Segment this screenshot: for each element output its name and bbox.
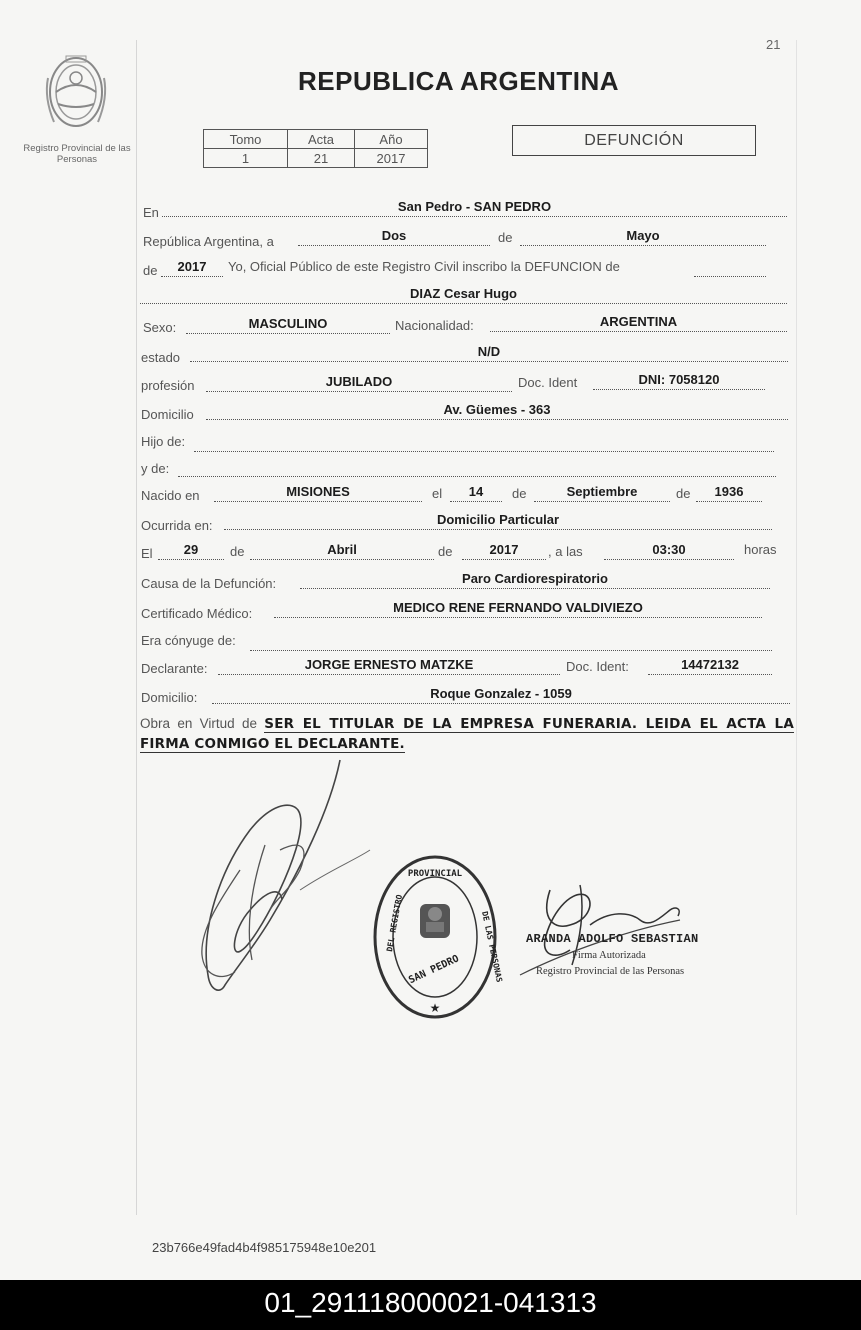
row-sexo bbox=[0, 316, 861, 336]
row-hijo-de bbox=[0, 434, 861, 454]
row-fecha-defuncion bbox=[0, 542, 861, 562]
label-causa: Causa de la Defunción: bbox=[141, 576, 277, 591]
value-tomo: 1 bbox=[204, 149, 288, 168]
label-el: el bbox=[432, 486, 443, 501]
label-sexo: Sexo: bbox=[143, 320, 177, 335]
field-nac-anio: 1936 bbox=[696, 484, 762, 502]
label-domicilio: Domicilio bbox=[141, 407, 194, 422]
field-obra: SER EL TITULAR DE LA EMPRESA FUNERARIA. LEIDA EL ACTA LA FIRMA CONMIGO EL DECLARANTE. bbox=[140, 716, 794, 752]
label-inscribo: Yo, Oficial Público de este Registro Civil inscribo la DEFUNCION de bbox=[228, 259, 620, 274]
field-declarante-domicilio: Roque Gonzalez - 1059 bbox=[212, 686, 790, 704]
field-ocurrida-en: Domicilio Particular bbox=[224, 512, 772, 530]
field-nac-dia: 14 bbox=[450, 484, 502, 502]
label-obra: Obra en Virtud de bbox=[140, 716, 257, 731]
row-domicilio-declarante bbox=[0, 686, 861, 706]
label-declarante: Declarante: bbox=[141, 661, 208, 676]
label-conyuge: Era cónyuge de: bbox=[141, 633, 236, 648]
svg-text:DEL REGISTRO: DEL REGISTRO bbox=[385, 893, 405, 953]
field-sexo: MASCULINO bbox=[186, 316, 390, 334]
label-de-nac-anio: de bbox=[676, 486, 691, 501]
label-profesion: profesión bbox=[141, 378, 195, 393]
label-estado: estado bbox=[141, 350, 181, 365]
row-conyuge bbox=[0, 633, 861, 653]
row-estado bbox=[0, 344, 861, 364]
label-en: En bbox=[143, 205, 159, 220]
field-def-hora: 03:30 bbox=[604, 542, 734, 560]
row-declarante bbox=[0, 657, 861, 677]
field-domicilio: Av. Güemes - 363 bbox=[206, 402, 788, 420]
field-def-anio: 2017 bbox=[462, 542, 546, 560]
label-ocurrida-en: Ocurrida en: bbox=[141, 518, 213, 533]
row-profesion bbox=[0, 374, 861, 394]
row-domicilio bbox=[0, 402, 861, 422]
field-conyuge bbox=[250, 633, 772, 651]
row-nombre bbox=[0, 286, 861, 306]
field-def-mes: Abril bbox=[250, 542, 434, 560]
field-def-dia: 29 bbox=[158, 542, 224, 560]
label-de: de bbox=[498, 230, 513, 245]
page-number: 21 bbox=[766, 37, 781, 52]
field-blank-inscribo bbox=[694, 259, 766, 277]
authority-registry: Registro Provincial de las Personas bbox=[536, 966, 685, 977]
document-hash: 23b766e49fad4b4f985175948e10e201 bbox=[152, 1240, 377, 1255]
svg-text:★: ★ bbox=[429, 1001, 441, 1015]
field-anio: 2017 bbox=[161, 259, 223, 277]
label-de-def-mes: de bbox=[230, 544, 245, 559]
record-value-row bbox=[204, 149, 428, 168]
svg-text:DE LAS PERSONAS: DE LAS PERSONAS bbox=[480, 910, 504, 984]
authority-name: ARANDA ADOLFO SEBASTIAN bbox=[526, 932, 699, 946]
field-nacionalidad: ARGENTINA bbox=[490, 314, 787, 332]
field-certificado: MEDICO RENE FERNANDO VALDIVIEZO bbox=[274, 600, 762, 618]
label-republica: República Argentina, a bbox=[143, 234, 274, 249]
record-type-box: DEFUNCIÓN bbox=[512, 125, 756, 156]
authority-role: Firma Autorizada bbox=[572, 950, 646, 961]
header-acta: Acta bbox=[288, 130, 355, 149]
field-profesion: JUBILADO bbox=[206, 374, 512, 392]
field-dia: Dos bbox=[298, 228, 490, 246]
field-hijo-de bbox=[194, 434, 774, 452]
registry-label: Registro Provincial de las Personas bbox=[23, 143, 131, 165]
row-lugar bbox=[0, 199, 861, 219]
label-certificado: Certificado Médico: bbox=[141, 606, 253, 621]
field-nombre: DIAZ Cesar Hugo bbox=[140, 286, 787, 304]
footer-id-bar: 01_291118000021-041313 bbox=[0, 1280, 861, 1330]
row-certificado bbox=[0, 600, 861, 620]
obra-en-virtud bbox=[140, 714, 794, 754]
header-tomo: Tomo bbox=[204, 130, 288, 149]
row-causa bbox=[0, 571, 861, 591]
label-doc-ident-declarante: Doc. Ident: bbox=[566, 659, 629, 674]
label-nacido-en: Nacido en bbox=[141, 488, 200, 503]
value-anio: 2017 bbox=[355, 149, 428, 168]
record-header-row bbox=[204, 130, 428, 149]
field-causa: Paro Cardiorespiratorio bbox=[300, 571, 770, 589]
label-y-de: y de: bbox=[141, 461, 170, 476]
field-mes: Mayo bbox=[520, 228, 766, 246]
value-acta: 21 bbox=[288, 149, 355, 168]
field-lugar: San Pedro - SAN PEDRO bbox=[162, 199, 787, 217]
label-hijo-de: Hijo de: bbox=[141, 434, 186, 449]
page-title: REPUBLICA ARGENTINA bbox=[298, 66, 620, 96]
row-ocurrida bbox=[0, 512, 861, 532]
registry-seal bbox=[370, 852, 504, 1022]
field-doc-ident: DNI: 7058120 bbox=[593, 372, 765, 390]
label-nacionalidad: Nacionalidad: bbox=[395, 318, 474, 333]
row-y-de bbox=[0, 459, 861, 479]
label-de-nac-mes: de bbox=[512, 486, 527, 501]
label-horas: horas bbox=[744, 542, 777, 557]
label-de-anio: de bbox=[143, 263, 158, 278]
svg-text:PROVINCIAL: PROVINCIAL bbox=[407, 869, 463, 879]
field-estado: N/D bbox=[190, 344, 788, 362]
field-nacido-en: MISIONES bbox=[214, 484, 422, 502]
provincial-coat-of-arms-icon bbox=[40, 48, 112, 136]
field-nac-mes: Septiembre bbox=[534, 484, 670, 502]
label-de-def-anio: de bbox=[438, 544, 453, 559]
header-anio: Año bbox=[355, 130, 428, 149]
record-number-table bbox=[203, 129, 428, 168]
field-y-de bbox=[178, 459, 776, 477]
row-fecha bbox=[0, 228, 861, 248]
label-el-cap: El bbox=[141, 546, 153, 561]
svg-text:SAN PEDRO: SAN PEDRO bbox=[407, 953, 461, 987]
field-declarante: JORGE ERNESTO MATZKE bbox=[218, 657, 560, 675]
row-nacido bbox=[0, 484, 861, 504]
label-domicilio-declarante: Domicilio: bbox=[141, 690, 198, 705]
label-doc-ident: Doc. Ident bbox=[518, 375, 578, 390]
row-inscripcion bbox=[0, 259, 861, 279]
label-a-las: , a las bbox=[548, 544, 583, 559]
field-declarante-doc: 14472132 bbox=[648, 657, 772, 675]
declarant-signature bbox=[180, 750, 380, 1010]
